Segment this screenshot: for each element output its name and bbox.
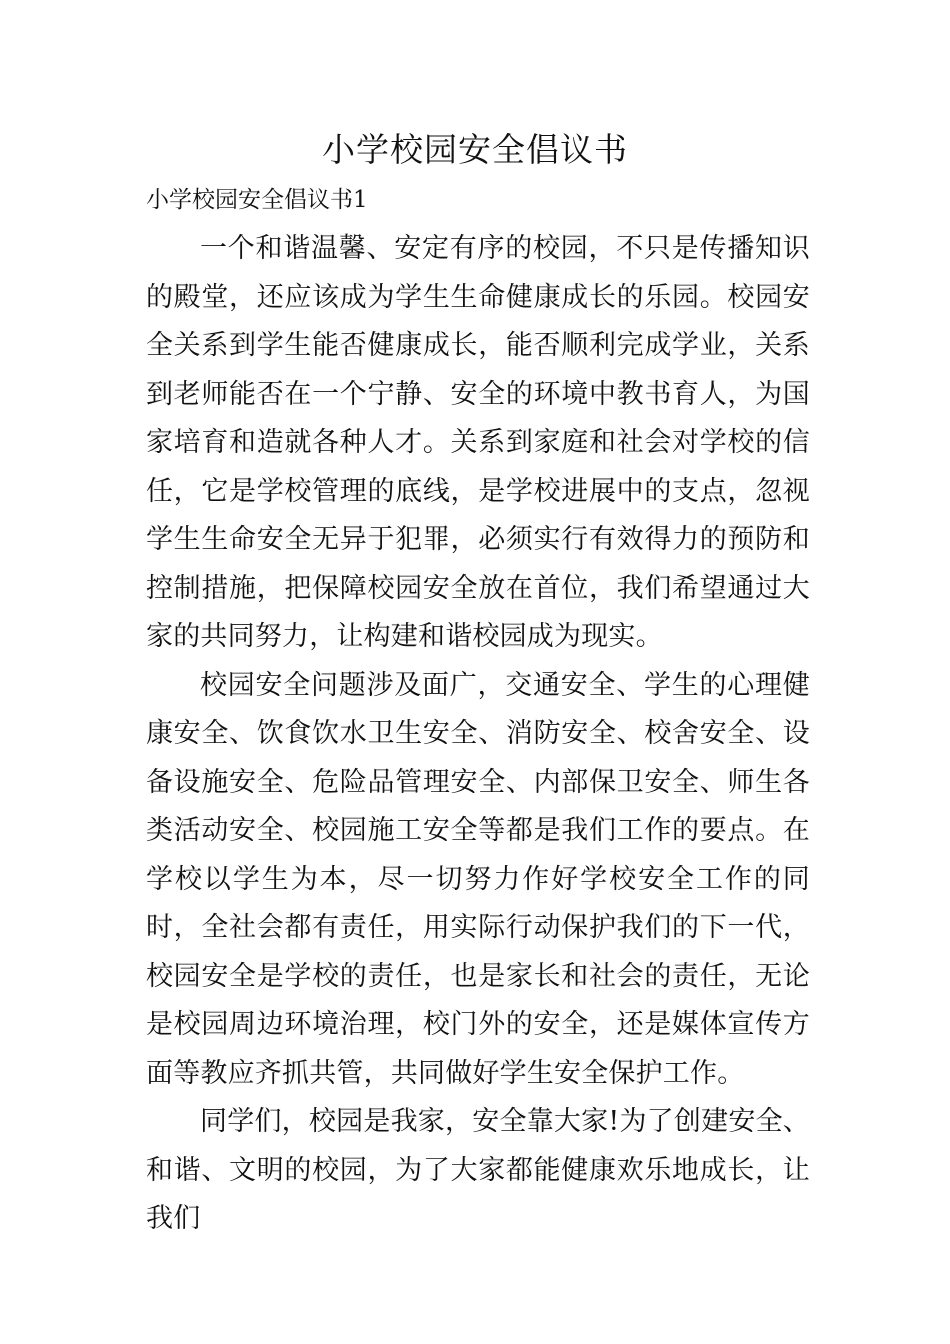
- document-title: 小学校园安全倡议书: [322, 130, 628, 169]
- paragraph-1: 一个和谐温馨、安定有序的校园，不只是传播知识的殿堂，还应该成为学生生命健康成长的乐园。校园安全关系到学生能否健康成长，能否顺利完成学业，关系到老师能否在一个宁静、安全的环境中教书育人，为国家培育和造就各种人才。关系到家庭和社会对学校的信任，它是学校管理的底线，是学校进展中的支点，忽视学生生命安全无异于犯罪，必须实行有效得力的预防和控制措施，把保障校园安全放在首位，我们希望通过大家的共同努力，让构建和谐校园成为现实。: [146, 233, 810, 652]
- paragraph-2: 校园安全问题涉及面广，交通安全、学生的心理健康安全、饮食饮水卫生安全、消防安全、校舍安全、设备设施安全、危险品管理安全、内部保卫安全、师生各类活动安全、校园施工安全等都是我们工作的要点。在学校以学生为本，尽一切努力作好学校安全工作的同时，全社会都有责任，用实际行动保护我们的下一代，校园安全是学校的责任，也是家长和社会的责任，无论是校园周边环境治理，校门外的安全，还是媒体宣传方面等教应齐抓共管，共同做好学生安全保护工作。: [146, 669, 810, 1089]
- paragraph-3: 同学们，校园是我家，安全靠大家!为了创建安全、和谐、文明的校园，为了大家都能健康欢乐地成长，让我们: [146, 1106, 810, 1234]
- document-body: [146, 225, 810, 1244]
- document-subtitle: 小学校园安全倡议书1: [146, 187, 368, 213]
